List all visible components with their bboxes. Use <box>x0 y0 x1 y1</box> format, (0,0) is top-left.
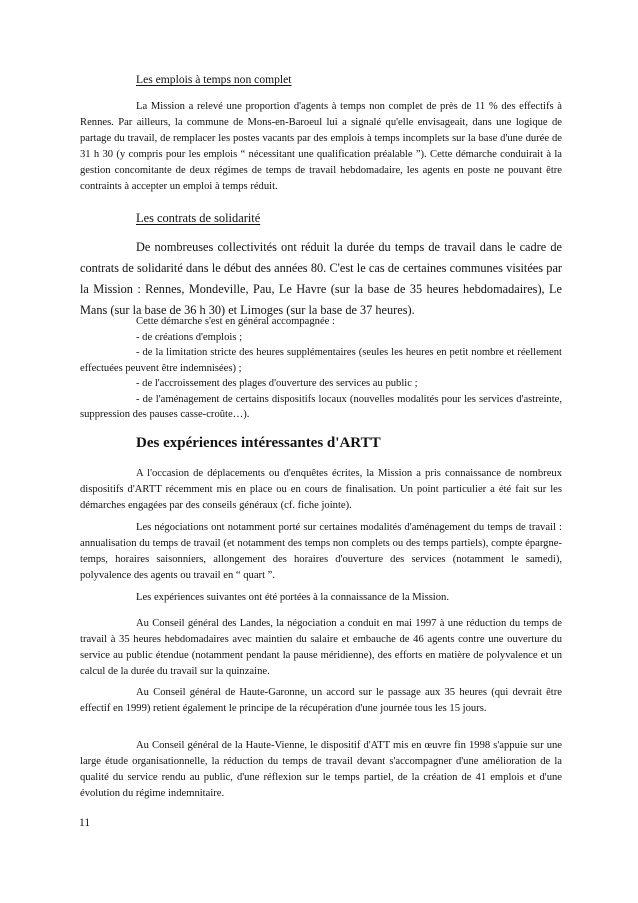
heading-solidarity-contracts: Les contrats de solidarité <box>136 211 261 225</box>
paragraph-partial-time: La Mission a relevé une proportion d'agents à temps non complet de près de 11 % des effectifs à Rennes. Par ailleurs, la commune de Mons-en-Baroeul lui a signalé qu'elle envisageait, dans une logique de partage du travail, de remplacer les postes vacants par des emplois à temps incomplets sur la base d'une durée de 31 h 30 (y compris pour les emplois “ nécessitant une qualification préalable ”). Cette démarche conduirait à la gestion concomitante de deux régimes de temps de travail hebdomadaire, les agents en poste ne pouvant être contraints à accepter un emploi à temps réduit. <box>80 101 562 193</box>
page-number: 11 <box>79 817 91 829</box>
accompanying-measures-list <box>80 314 562 423</box>
list-item: - de l'aménagement de certains dispositifs locaux (nouvelles modalités pour les services d'astreinte, suppression des pauses casse-croûte…). <box>80 393 562 420</box>
paragraph-negotiations: Les négociations ont notamment porté sur certaines modalités d'aménagement du temps de travail : annualisation du temps de travail (et notamment des temps non complets ou des temps partiels), compte épargne-temps, horaires saisonniers, allongement des horaires d'ouverture des services (notamment le samedi), polyvalence des agents ou travail en “ quart ”. <box>80 522 562 582</box>
list-intro: Cette démarche s'est en général accompagnée : <box>136 316 335 327</box>
section-title: Des expériences intéressantes d'ARTT <box>136 435 381 451</box>
paragraph-haute-vienne: Au Conseil général de la Haute-Vienne, le dispositif d'ATT mis en œuvre fin 1998 s'appuie sur une large étude organisationnelle, la réduction du temps de travail devant s'accompagner d'une amélioration de la qualité du service rendu au public, d'une réflexion sur le temps partiel, de la création de 41 emplois et d'une évolution du régime indemnitaire. <box>80 740 562 800</box>
paragraph-landes: Au Conseil général des Landes, la négociation a conduit en mai 1997 à une réduction du temps de travail à 35 heures hebdomadaires avec maintien du salaire et embauche de 46 agents contre une ouverture du service au public étendue (notamment pendant la pause méridienne), des efforts en matière de polyvalence et un calcul de la durée du travail sur la quinzaine. <box>80 618 562 678</box>
list-item: - de l'accroissement des plages d'ouverture des services au public ; <box>136 378 418 389</box>
heading-partial-time-jobs: Les emplois à temps non complet <box>136 73 292 86</box>
paragraph-haute-garonne: Au Conseil général de Haute-Garonne, un accord sur le passage aux 35 heures (qui devrait être effectif en 1999) retient également le principe de la récupération d'une journée tous les 15 jours. <box>80 687 562 715</box>
paragraph-travels: A l'occasion de déplacements ou d'enquêtes écrites, la Mission a pris connaissance de nombreux dispositifs d'ARTT récemment mis en place ou en cours de finalisation. Un point particulier a été fait sur les démarches engagées par des conseils généraux (cf. fiche jointe). <box>80 468 562 512</box>
list-item: - de la limitation stricte des heures supplémentaires (seules les heures en petit nombre et réellement effectuées peuvent être indemnisées) ; <box>80 347 562 374</box>
paragraph-solidarity-contracts: De nombreuses collectivités ont réduit la durée du temps de travail dans le cadre de contrats de solidarité dans le début des années 80. C'est le cas de certaines communes visitées par la Mission : Rennes, Mondeville, Pau, Le Havre (sur la base de 35 heures hebdomadaires), Le Mans (sur la base de 36 h 30) et Limoges (sur la base de 37 heures). <box>80 240 562 317</box>
paragraph-experiences: Les expériences suivantes ont été portées à la connaissance de la Mission. <box>136 592 449 603</box>
list-item: - de créations d'emplois ; <box>136 331 243 343</box>
